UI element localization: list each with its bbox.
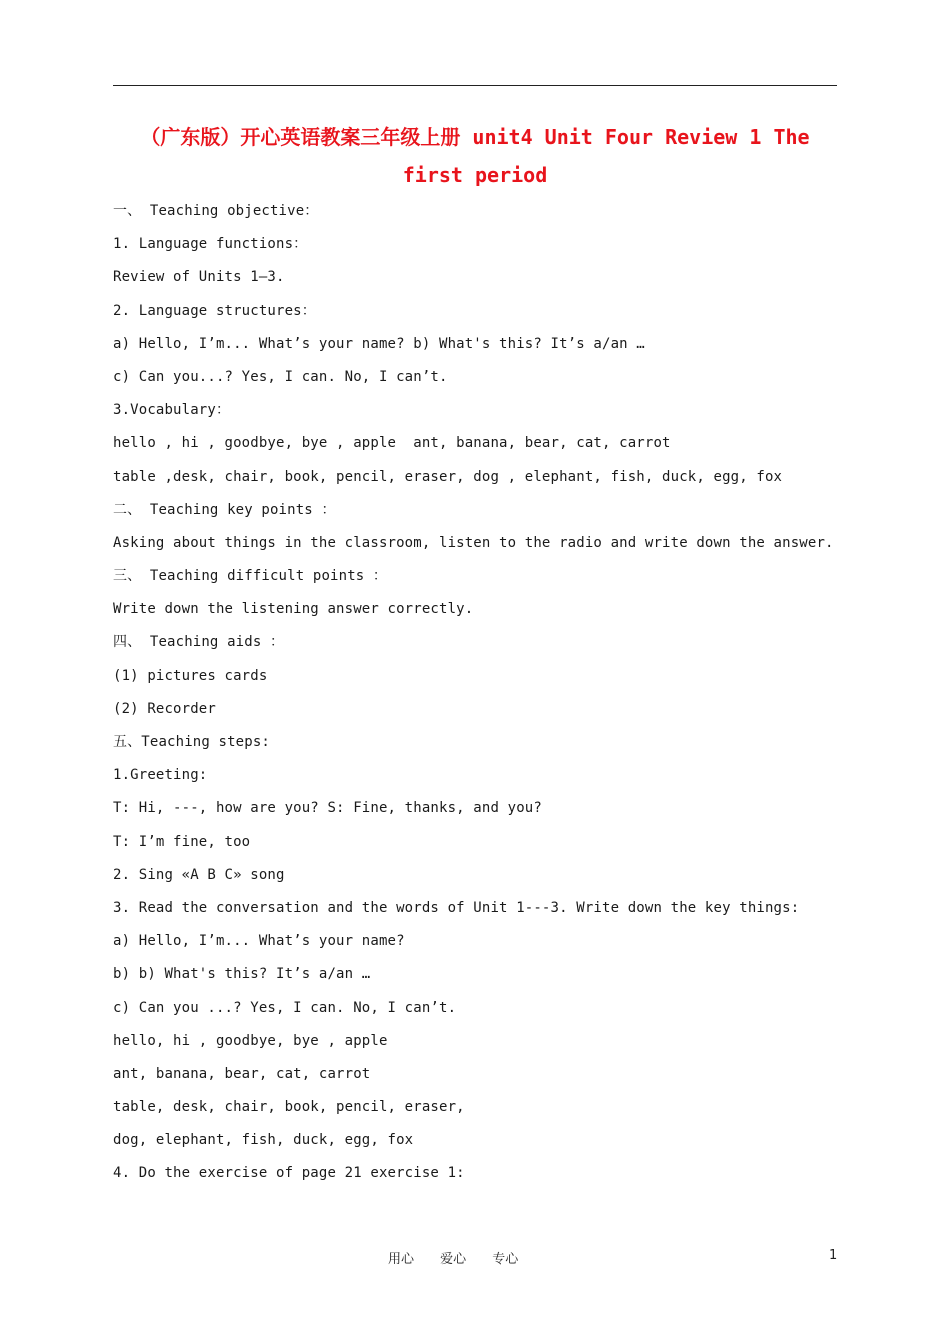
text-line: ant, banana, bear, cat, carrot bbox=[113, 1065, 371, 1082]
text-line: (2) Recorder bbox=[113, 700, 216, 717]
text-line: Review of Units 1—3. bbox=[113, 269, 285, 286]
text-line: Asking about things in the classroom, listen to the radio and write down the answer. bbox=[113, 534, 834, 551]
text-line: b) b) What's this? It’s a/an … bbox=[113, 966, 371, 983]
text-line: T: I’m fine, too bbox=[113, 833, 251, 850]
text-line: 4. Do the exercise of page 21 exercise 1: bbox=[113, 1165, 465, 1182]
text-line: 3. Read the conversation and the words of Unit 1---3. Write down the key things: bbox=[113, 899, 800, 916]
text-line: c) Can you ...? Yes, I can. No, I can’t. bbox=[113, 999, 457, 1016]
text-line: a) Hello, I’m... What’s your name? bbox=[113, 933, 405, 950]
footer-motto: 用心 爱心 专心 bbox=[388, 1252, 519, 1267]
page-footer bbox=[0, 1248, 950, 1268]
section-heading-objective: 一、 Teaching objective： bbox=[113, 203, 319, 219]
section-heading-difficult-points: 三、 Teaching difficult points ： bbox=[113, 568, 388, 585]
document-title: （广东版）开心英语教案三年级上册 unit4 Unit Four Review 1 The first period bbox=[140, 125, 810, 187]
section-heading-key-points: 二、 Teaching key points ： bbox=[113, 501, 336, 518]
text-line: hello , hi , goodbye, bye , apple ant, banana, bear, cat, carrot bbox=[113, 435, 671, 452]
text-line: dog, elephant, fish, duck, egg, fox bbox=[113, 1132, 414, 1149]
text-line: 1.Greeting: bbox=[113, 767, 208, 784]
text-line: (1) pictures cards bbox=[113, 667, 268, 684]
text-line: a) Hello, I’m... What’s your name? b) What's this? It’s a/an … bbox=[113, 335, 645, 352]
page-number: 1 bbox=[829, 1248, 838, 1263]
text-line: 1. Language functions： bbox=[113, 236, 308, 253]
text-line: table ,desk, chair, book, pencil, eraser, dog , elephant, fish, duck, egg, fox bbox=[113, 468, 783, 485]
text-line: c) Can you...? Yes, I can. No, I can’t. bbox=[113, 368, 448, 385]
text-line: hello, hi , goodbye, bye , apple bbox=[113, 1032, 388, 1049]
document-body bbox=[113, 199, 853, 1195]
text-line: Write down the listening answer correctly. bbox=[113, 601, 474, 618]
text-line: 2. Language structures： bbox=[113, 302, 316, 319]
text-line: T: Hi, ---, how are you? S: Fine, thanks, and you? bbox=[113, 800, 542, 817]
section-heading-teaching-aids: 四、 Teaching aids ： bbox=[113, 634, 285, 651]
text-line: 2. Sing «A B C» song bbox=[113, 866, 285, 883]
text-line: table, desk, chair, book, pencil, eraser, bbox=[113, 1099, 465, 1116]
header-rule bbox=[113, 85, 837, 86]
text-line: 3.Vocabulary： bbox=[113, 402, 231, 419]
section-heading-teaching-steps: 五、Teaching steps: bbox=[113, 734, 270, 750]
